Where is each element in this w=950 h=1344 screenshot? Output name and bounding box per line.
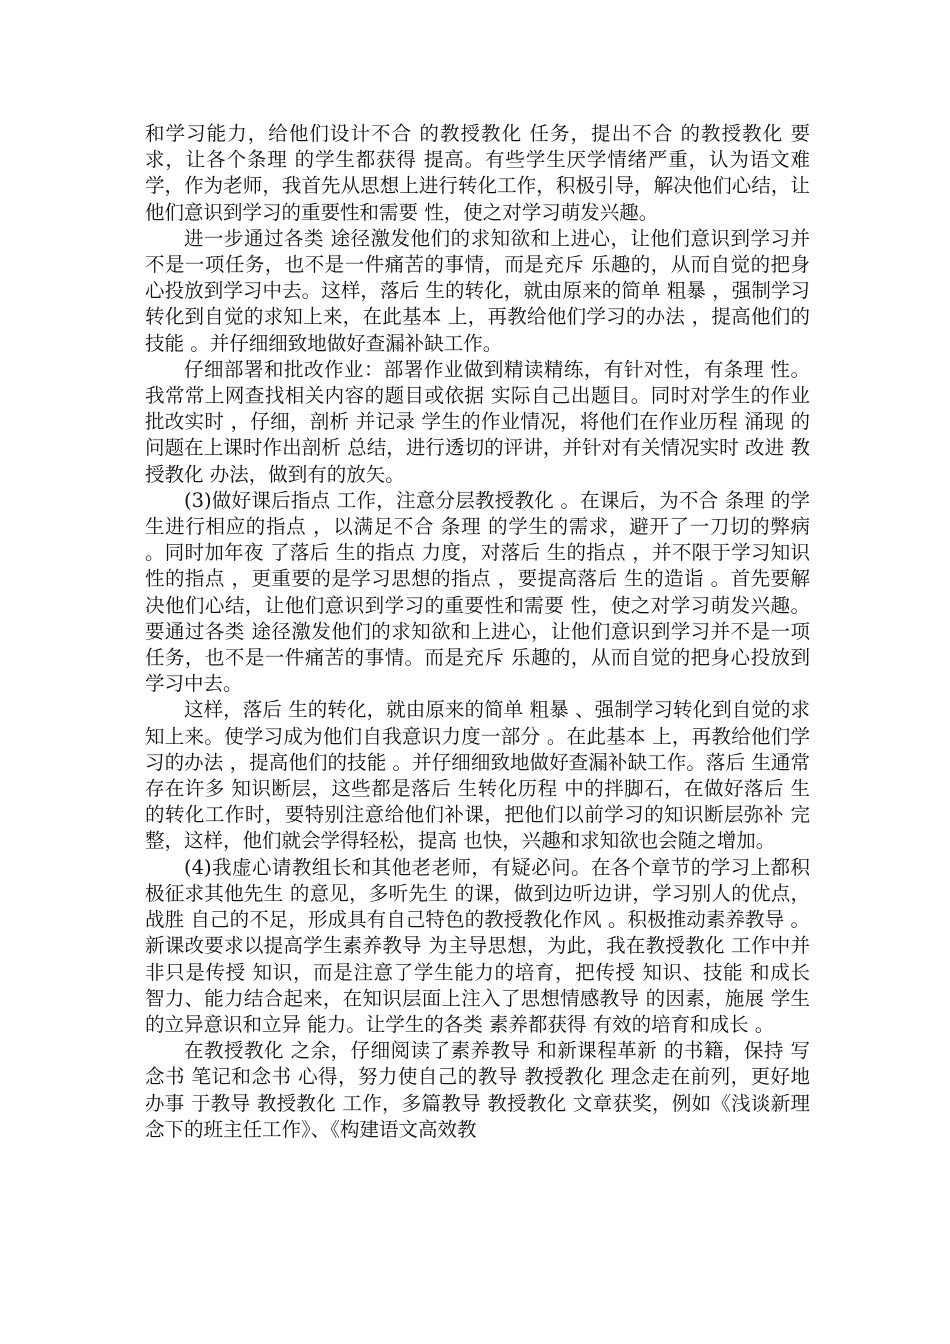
- paragraph-3: 仔细部署和批改作业：部署作业做到精读精练，有针对性，有条理 性。我常常上网查找相关内容的题目或依据 实际自己出题目。同时对学生的作业批改实时 ，仔细，剖析 并记录 学生的作业情况，将他们在作业历程 涌现 的问题在上课时作出剖析 总结，进行透切的评讲，并针对有关情况实时 改进 教授教化 办法，做到有的放矢。: [145, 357, 810, 486]
- paragraph-1: 和学习能力，给他们设计不合 的教授教化 任务，提出不合 的教授教化 要求，让各个条理 的学生都获得 提高。有些学生厌学情绪严重，认为语文难学，作为老师，我首先从思想上进行转化工作，积极引导，解决他们心结，让他们意识到学习的重要性和需要 性，使之对学习萌发兴趣。: [145, 122, 810, 224]
- paragraph-4: (3)做好课后指点 工作，注意分层教授教化 。在课后，为不合 条理 的学生进行相应的指点 ，以满足不合 条理 的学生的需求，避开了一刀切的弊病 。同时加年夜 了落后 生的指点 力度，对落后 生的指点 ，并不限于学习知识性的指点 ，更重要的是学习思想的指点 ，要提高落后 生的造诣 。首先要解决他们心结，让他们意识到学习的重要性和需要 性，使之对学习萌发兴趣。要通过各类 途径激发他们的求知欲和上进心，让他们意识到学习并不是一项任务，也不是一件痛苦的事情。而是充斥 乐趣的，从而自觉的把身心投放到学习中去。: [145, 488, 810, 696]
- paragraph-6: (4)我虚心请教组长和其他老老师，有疑必问。在各个章节的学习上都积极征求其他先生 的意见，多听先生 的课，做到边听边讲，学习别人的优点，战胜 自己的不足，形成具有自己特色的教授教化作风 。积极推动素养教导 。新课改要求以提高学生素养教导 为主导思想，为此，我在教授教化 工作中并非只是传授 知识，而是注意了学生能力的培育，把传授 知识、技能 和成长 智力、能力结合起来，在知识层面上注入了思想情感教导 的因素，施展 学生的立异意识和立异 能力。让学生的各类 素养都获得 有效的培育和成长 。: [145, 855, 810, 1036]
- document-body: [145, 121, 810, 1143]
- paragraph-5: 这样，落后 生的转化，就由原来的简单 粗暴 、强制学习转化到自觉的求知上来。使学习成为他们自我意识力度一部分 。在此基本 上，再教给他们学习的办法 ，提高他们的技能 。并仔细细致地做好查漏补缺工作。落后 生通常存在许多 知识断层，这些都是落后 生转化历程 中的拌脚石，在做好落后 生的转化工作时，要特别注意给他们补课，把他们以前学习的知识断层弥补 完整，这样，他们就会学得轻松，提高 也快，兴趣和求知欲也会随之增加。: [145, 698, 810, 853]
- paragraph-2: 进一步通过各类 途径激发他们的求知欲和上进心，让他们意识到学习并不是一项任务，也不是一件痛苦的事情，而是充斥 乐趣的，从而自觉的把身心投放到学习中去。这样，落后 生的转化，就由原来的简单 粗暴 ，强制学习转化到自觉的求知上来，在此基本 上，再教给他们学习的办法 ，提高他们的技能 。并仔细细致地做好查漏补缺工作。: [145, 226, 810, 355]
- paragraph-7: 在教授教化 之余，仔细阅读了素养教导 和新课程革新 的书籍，保持 写念书 笔记和念书 心得，努力使自己的教导 教授教化 理念走在前列，更好地办事 于教导 教授教化 工作，多篇教导 教授教化 文章获奖，例如《浅谈新理念下的班主任工作》、《构建语文高效教: [145, 1039, 810, 1141]
